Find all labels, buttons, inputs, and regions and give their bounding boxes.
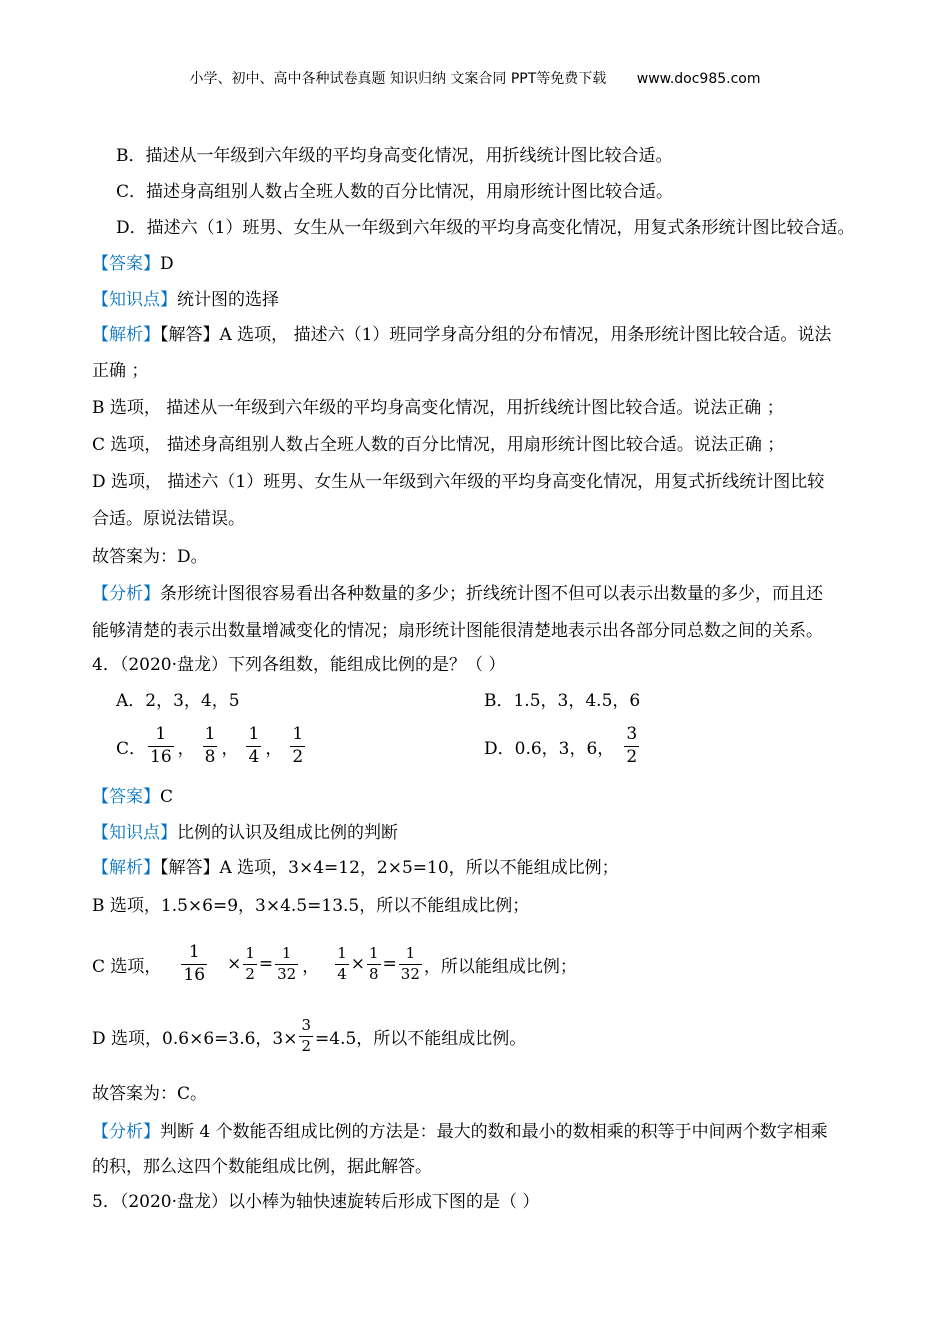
fraction: $\frac{1}{4}$ xyxy=(248,724,260,767)
q4-analysis-summary-1 xyxy=(92,1121,828,1143)
fraction: $\frac{1}{32}$ xyxy=(277,944,297,983)
answer-tag: 【答案】 xyxy=(92,254,160,274)
analysis-text: 【解答】A 选项，3×4=12，2×5=10，所以不能组成比例； xyxy=(160,858,619,878)
q4-option-d xyxy=(484,726,641,767)
analysis-tag: 【解析】 xyxy=(92,858,160,878)
knowledge-tag: 【知识点】 xyxy=(92,823,177,843)
knowledge-tag: 【知识点】 xyxy=(92,290,177,310)
analysis-tag: 【解析】 xyxy=(92,325,160,345)
q4-analysis-a xyxy=(92,857,619,879)
fraction: $\frac{1}{2}$ xyxy=(292,724,304,767)
answer-value: C xyxy=(160,787,174,807)
q3-knowledge-point xyxy=(92,289,279,311)
q3-conclusion: 故答案为：D。 xyxy=(92,547,208,567)
q4-conclusion: 故答案为：C。 xyxy=(92,1084,208,1104)
summary-text: 判断 4 个数能否组成比例的方法是：最大的数和最小的数相乘的积等于中间两个数字相乘 xyxy=(160,1122,828,1142)
summary-tag: 【分析】 xyxy=(92,1122,160,1142)
q3-analysis-line-3: B 选项， 描述从一年级到六年级的平均身高变化情况，用折线统计图比较合适。说法正确 ； xyxy=(92,398,784,418)
header-text: 小学、初中、高中各种试卷真题 知识归纳 文案合同 PPT等免费下载 xyxy=(189,71,607,87)
q4-knowledge-point xyxy=(92,822,398,844)
fraction: $\frac{3}{2}$ xyxy=(626,724,638,767)
summary-text: 条形统计图很容易看出各种数量的多少；折线统计图不但可以表示出数量的多少，而且还 xyxy=(160,584,823,604)
q3-analysis-line-4: C 选项， 描述身高组别人数占全班人数的百分比情况，用扇形统计图比较合适。说法正确 ； xyxy=(92,435,785,455)
fraction: $\frac{1}{8}$ xyxy=(369,944,379,983)
q3-option-b: B．描述从一年级到六年级的平均身高变化情况，用折线统计图比较合适。 xyxy=(116,146,673,166)
q4-analysis-b: B 选项，1.5×6=9，3×4.5=13.5，所以不能组成比例； xyxy=(92,896,530,916)
q4-answer xyxy=(92,786,173,808)
q3-analysis-line-5: D 选项， 描述六（1）班男、女生从一年级到六年级的平均身高变化情况，用复式折线统计图比较 xyxy=(92,472,825,492)
q3-analysis-summary-1 xyxy=(92,583,823,605)
knowledge-text: 统计图的选择 xyxy=(177,290,279,310)
q3-option-d: D．描述六（1）班男、女生从一年级到六年级的平均身高变化情况，用复式条形统计图比较合适。 xyxy=(116,218,855,238)
q4-analysis-summary-2: 的积，那么这四个数能组成比例，据此解答。 xyxy=(92,1157,432,1177)
fraction: $\frac{3}{2}$ xyxy=(301,1016,312,1055)
q4-option-c: C． $\frac{1}{16}$ ， $\frac{1}{8}$ ， $\frac{1}{4}$ ， $\frac{1}{2}$ xyxy=(116,724,304,767)
fraction: $\frac{1}{32}$ xyxy=(400,944,420,983)
fraction: $\frac{1}{16}$ xyxy=(150,724,172,767)
answer-value: D xyxy=(160,254,174,274)
q3-analysis-summary-2: 能够清楚的表示出数量增减变化的情况；扇形统计图能很清楚地表示出各部分同总数之间的关系。 xyxy=(92,621,823,641)
q4-option-a: A．2，3，4，5 xyxy=(116,691,240,711)
q4-stem: 4．（2020·盘龙）下列各组数，能组成比例的是？（ ） xyxy=(92,655,506,675)
q3-option-c: C．描述身高组别人数占全班人数的百分比情况，用扇形统计图比较合适。 xyxy=(116,182,674,202)
page-header xyxy=(0,68,950,90)
q3-analysis-line-1 xyxy=(92,324,831,346)
analysis-text: 【解答】A 选项， 描述六（1）班同学身高分组的分布情况，用条形统计图比较合适。说法 xyxy=(160,325,832,345)
q4-analysis-c: C 选项， $\frac{1}{16}$ × $\frac{1}{2}$ = $\frac{1}{32}$ ， $\frac{1}{4}$ × $\frac{1}{8}$ = $\frac{1}{32}$ ，所以能组成比例； xyxy=(92,942,577,985)
knowledge-text: 比例的认识及组成比例的判断 xyxy=(177,823,398,843)
fraction: $\frac{1}{4}$ xyxy=(337,944,347,983)
q3-analysis-line-6: 合适。原说法错误。 xyxy=(92,509,245,529)
option-c-label: C． xyxy=(116,738,147,759)
q4-analysis-d: D 选项，0.6×6=3.6，3× $\frac{3}{2}$ =4.5，所以不能组成比例。 xyxy=(92,1016,527,1055)
answer-tag: 【答案】 xyxy=(92,787,160,807)
fraction: $\frac{1}{16}$ xyxy=(183,942,206,985)
q5-stem: 5．（2020·盘龙）以小棒为轴快速旋转后形成下图的是（ ） xyxy=(92,1192,540,1212)
fraction: $\frac{1}{8}$ xyxy=(204,724,216,767)
q3-answer xyxy=(92,253,174,275)
q3-analysis-line-2: 正确 ； xyxy=(92,361,149,381)
option-d-label: D．0.6，3，6， xyxy=(484,738,615,759)
summary-tag: 【分析】 xyxy=(92,584,160,604)
header-url[interactable]: www.doc985.com xyxy=(636,71,761,87)
fraction: $\frac{1}{2}$ xyxy=(245,944,255,983)
q4-option-b: B．1.5，3，4.5，6 xyxy=(484,691,641,711)
